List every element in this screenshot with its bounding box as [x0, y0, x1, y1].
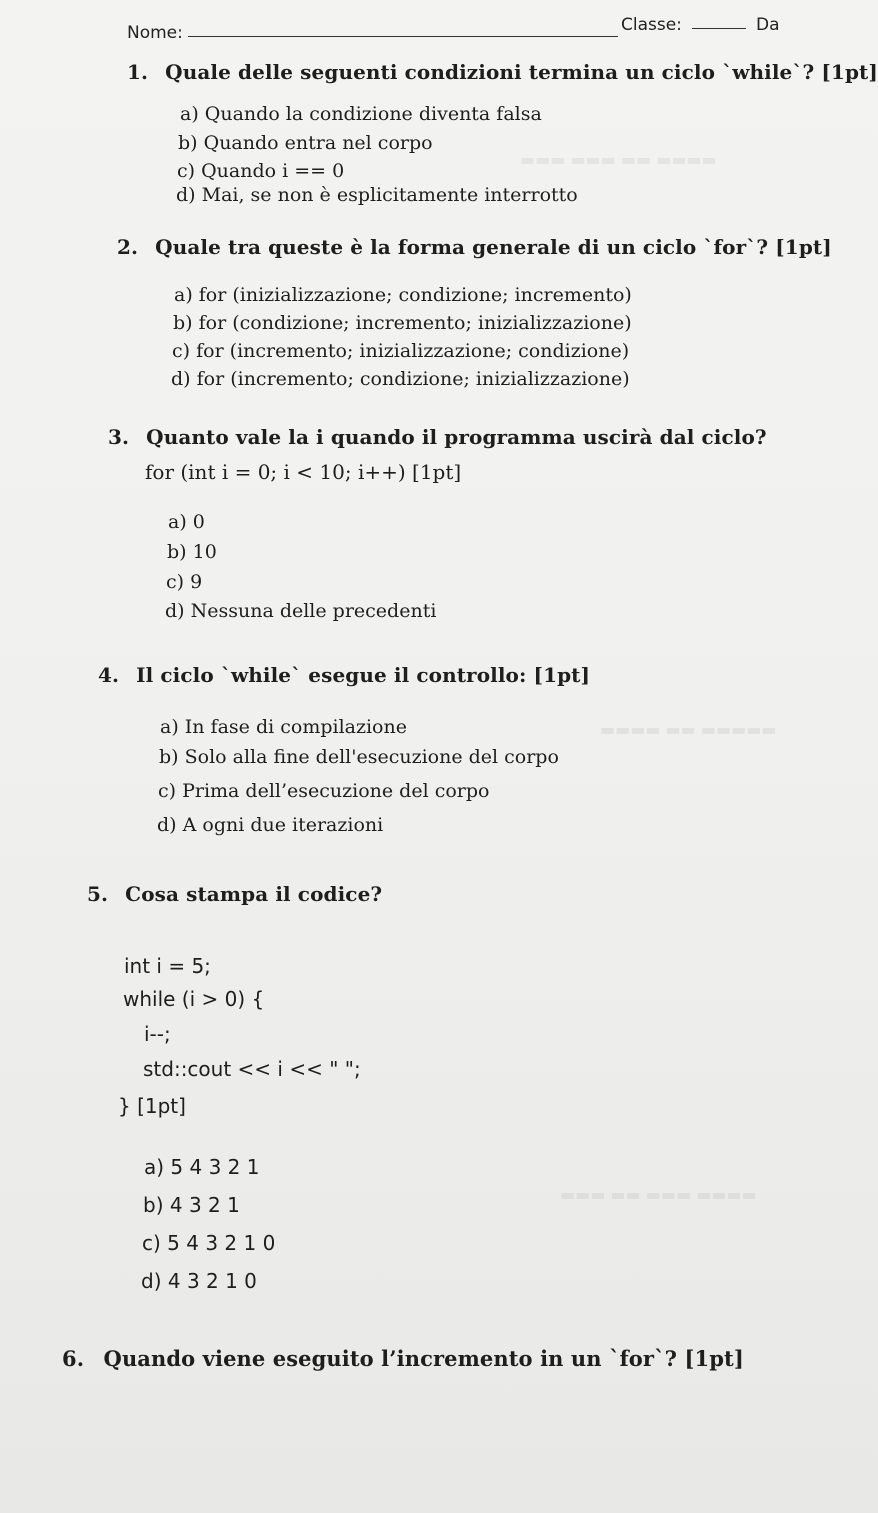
option-4c: c) Prima dell’esecuzione del corpo: [158, 780, 490, 802]
option-2c: c) for (incremento; inizializzazione; condizione): [172, 340, 630, 362]
option-3c: c) 9: [166, 571, 203, 593]
option-4d: d) A ogni due iterazioni: [157, 814, 384, 836]
question-3-code: for (int i = 0; i < 10; i++) [1pt]: [145, 460, 462, 484]
option-4b: b) Solo alla fine dell'esecuzione del corpo: [159, 746, 559, 768]
option-5d: d) 4 3 2 1 0: [141, 1269, 257, 1293]
bleed-through-shadow: ▬▬▬ ▬▬▬ ▬▬ ▬▬▬▬: [520, 150, 717, 169]
option-1b: b) Quando entra nel corpo: [178, 132, 433, 154]
name-field-line: [188, 36, 618, 37]
option-2a: a) for (inizializzazione; condizione; incremento): [174, 284, 632, 306]
option-5b: b) 4 3 2 1: [143, 1193, 240, 1217]
code-line-5: } [1pt]: [118, 1094, 186, 1118]
option-2d: d) for (incremento; condizione; inizializzazione): [171, 368, 630, 390]
option-3a: a) 0: [168, 511, 205, 533]
option-2b: b) for (condizione; incremento; inizializzazione): [173, 312, 632, 334]
option-3d: d) Nessuna delle precedenti: [165, 600, 437, 622]
bleed-through-shadow: ▬▬▬▬ ▬▬ ▬▬▬▬▬: [600, 720, 777, 739]
question-5: [87, 882, 382, 906]
code-line-1: int i = 5;: [124, 954, 211, 978]
question-number: 5.: [87, 882, 109, 906]
option-3b: b) 10: [167, 541, 217, 563]
question-text: Quando viene eseguito l’incremento in un `for`? [1pt]: [103, 1346, 744, 1371]
name-label: Nome:: [127, 23, 183, 43]
question-6: [62, 1346, 744, 1371]
question-text: Il ciclo `while` esegue il controllo: [1pt]: [136, 663, 591, 687]
question-2: [117, 235, 832, 259]
option-5a: a) 5 4 3 2 1: [144, 1155, 260, 1179]
question-text: Quanto vale la i quando il programma uscirà dal ciclo?: [146, 425, 767, 449]
code-line-4: std::cout << i << " ";: [143, 1057, 361, 1081]
code-line-2: while (i > 0) {: [123, 987, 265, 1011]
question-4: [98, 663, 590, 687]
code-line-3: i--;: [144, 1022, 171, 1046]
option-5c: c) 5 4 3 2 1 0: [142, 1231, 276, 1255]
question-number: 1.: [127, 60, 149, 84]
option-1c: c) Quando i == 0: [177, 160, 345, 182]
bleed-through-shadow: ▬▬▬ ▬▬ ▬▬▬ ▬▬▬▬: [560, 1185, 757, 1204]
class-label: Classe:: [621, 15, 682, 35]
question-text: Cosa stampa il codice?: [125, 882, 383, 906]
question-1: [127, 60, 878, 84]
question-number: 6.: [62, 1346, 85, 1371]
question-number: 4.: [98, 663, 120, 687]
question-number: 2.: [117, 235, 139, 259]
option-4a: a) In fase di compilazione: [160, 716, 407, 738]
option-1a: a) Quando la condizione diventa falsa: [180, 103, 542, 125]
question-text: Quale tra queste è la forma generale di un ciclo `for`? [1pt]: [155, 235, 832, 259]
date-label: Da: [756, 15, 780, 35]
question-text: Quale delle seguenti condizioni termina un ciclo `while`? [1pt]: [165, 60, 878, 84]
question-number: 3.: [108, 425, 130, 449]
option-1d: d) Mai, se non è esplicitamente interrotto: [176, 184, 578, 206]
question-3: [108, 425, 767, 449]
class-field-line: [692, 28, 746, 29]
